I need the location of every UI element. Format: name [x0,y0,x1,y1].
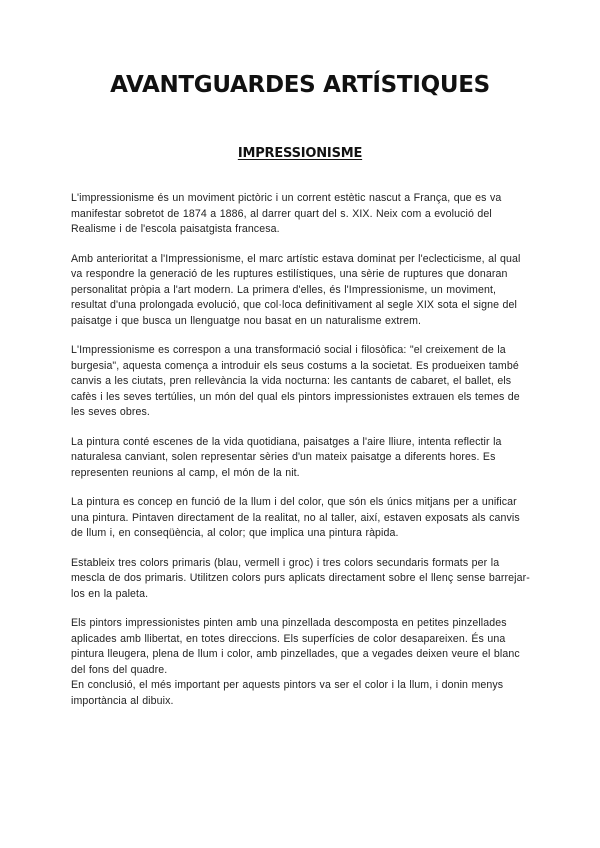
paragraph-brushwork: Els pintors impressionistes pinten amb una pinzellada descomposta en petites pinzellades aplicades amb llibertat, en totes direccions. Els superfícies de color desapareixen. És una pintura lleugera, plena de llum i color, amb pinzellades, que a vegades deixen veure el blanc del fons del quadre. [71,617,520,676]
paragraph-society: L'Impressionisme es correspon a una transformació social i filosòfica: "el creixement de la burgesia", aquesta comença a introduir els seus costums a la societat. Es produeixen també canvis a les ciutats, pren rellevància la vida nocturna: les cantants de cabaret, el ballet, els cafès i les seves tertúlies, un món del qual els pintors impressionistes extrauen els temes de les seves obres. [71,344,520,418]
paragraph-light-color: La pintura es concep en funció de la llum i del color, que són els únics mitjans per a unificar una pintura. Pintaven directament de la realitat, no al taller, així, estaven exposats als canvis de llum i, en conseqüència, al color; que implica una pintura ràpida. [71,496,520,539]
paragraph-context: Amb anterioritat a l'Impressionisme, el marc artístic estava dominat per l'eclecticisme, al qual va respondre la generació de les ruptures estilístiques, una sèrie de ruptures que donaran personalitat pròpia a l'art modern. La primera d'elles, és l'Impressionisme, un moviment, resultat d'una prolongada evolució, que col·loca definitivament al segle XIX sota el signe del paisatge i que busca un llenguatge nou basat en un naturalisme extrem. [71,252,521,327]
paragraph-themes: La pintura conté escenes de la vida quotidiana, paisatges a l'aire lliure, intenta reflectir la naturalesa canviant, solen representar sèries d'un mateix paisatge a diferents hores. Es representen reunions al camp, el món de la nit. [71,435,502,479]
document-body [71,191,531,723]
paragraph-conclusion: En conclusió, el més important per aquests pintors va ser el color i la llum, i donin menys importància al dibuix. [71,679,504,707]
document-title: AVANTGUARDES ARTÍSTIQUES [110,72,490,98]
paragraph-colors: Estableix tres colors primaris (blau, vermell i groc) i tres colors secundaris formats per la mescla de dos primaris. Utilitzen colors purs aplicats directament sobre el llenç sense barrejar-los en la paleta. [71,556,530,600]
section-title: IMPRESSIONISME [237,146,363,161]
paragraph-origins: L'impressionisme és un moviment pictòric i un corrent estètic nascut a França, que es va manifestar sobretot de 1874 a 1886, al darrer quart del s. XIX. Neix com a evolució del Realisme i de l'escola paisatgista francesa. [71,192,502,235]
